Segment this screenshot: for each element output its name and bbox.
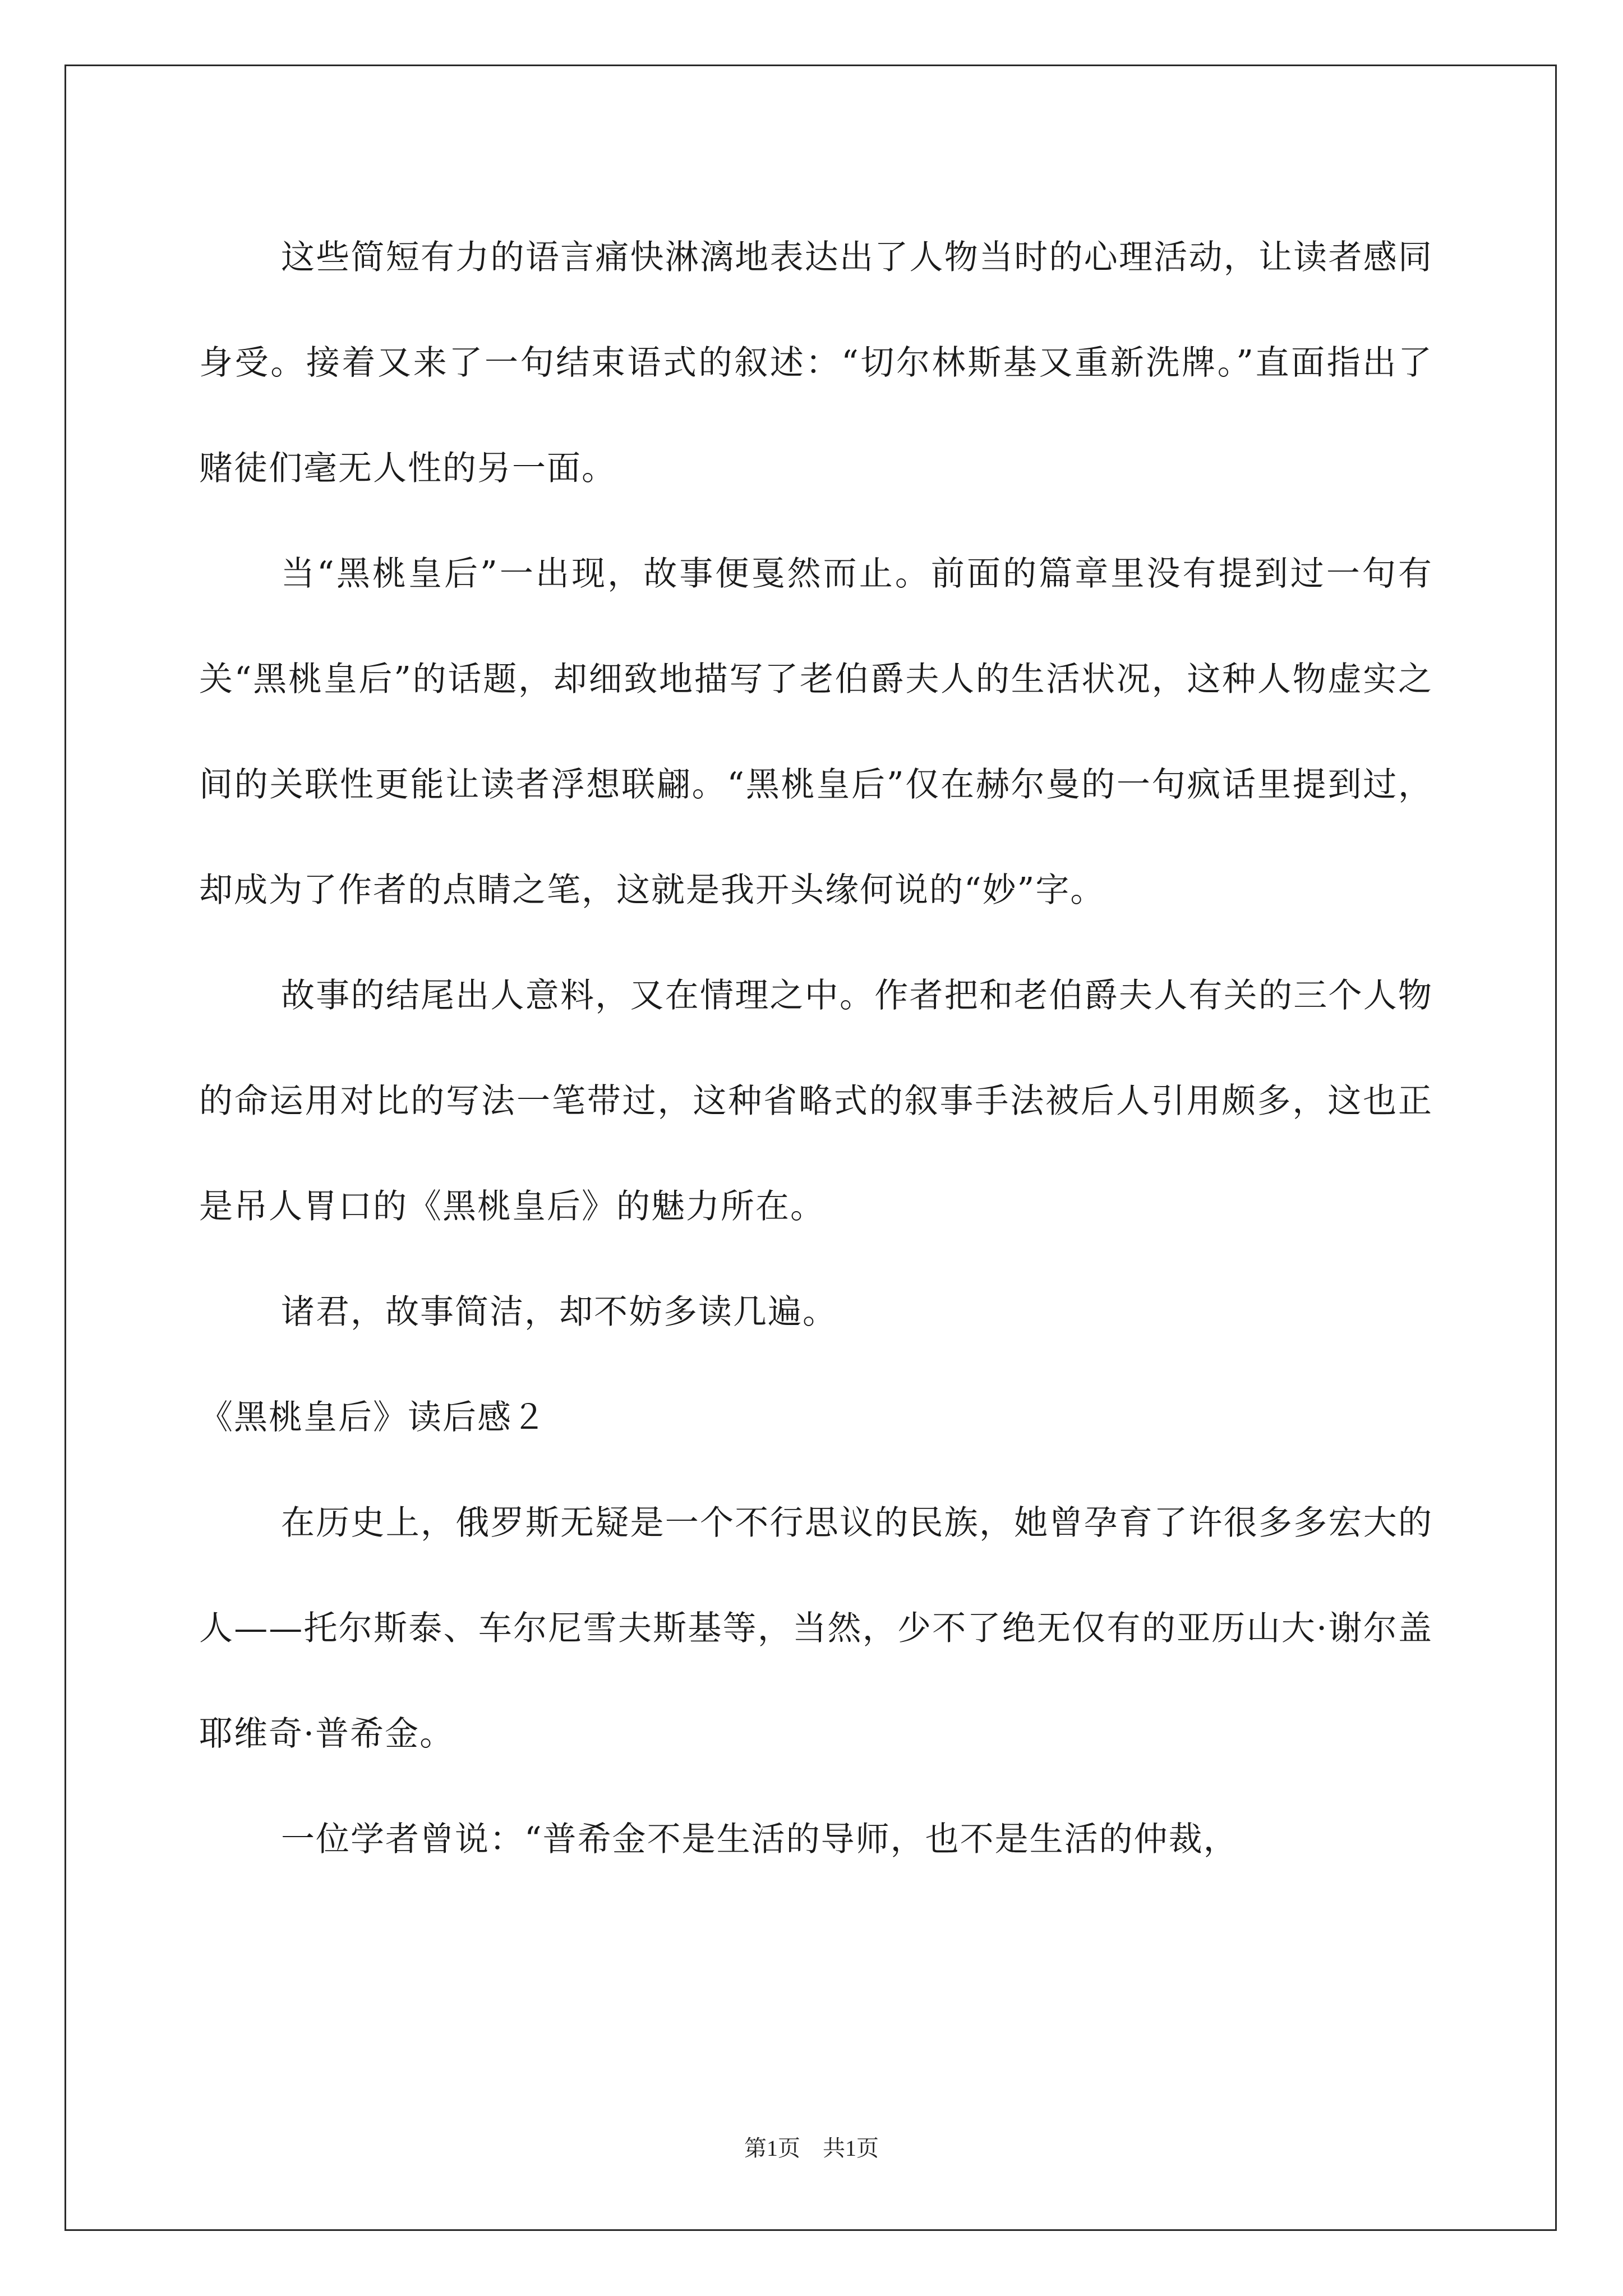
section-heading: 《黑桃皇后》读后感２	[199, 1398, 547, 1437]
paragraph-queen-of-spades: 当“黑桃皇后”一出现，故事便戛然而止。前面的篇章里没有提到过一句有关“黑桃皇后”的话题，却细致地描写了老伯爵夫人的生活状况，这种人物虚实之间的关联性更能让读者浮想联翩。“黑桃皇后”仅在赫尔曼的一句疯话里提到过，却成为了作者的点睛之笔，这就是我开头缘何说的“妙”字。	[199, 554, 1433, 910]
page-footer	[0, 2134, 1623, 2162]
document-body	[199, 205, 1433, 1892]
paragraph-psychology: 这些简短有力的语言痛快淋漓地表达出了人物当时的心理活动，让读者感同身受。接着又来了一句结束语式的叙述：“切尔林斯基又重新洗牌。”直面指出了赌徒们毫无人性的另一面。	[199, 238, 1433, 488]
paragraph-russia: 在历史上，俄罗斯无疑是一个不行思议的民族，她曾孕育了许很多多宏大的人——托尔斯泰、车尔尼雪夫斯基等，当然，少不了绝无仅有的亚历山大·谢尔盖耶维奇·普希金。	[199, 1503, 1433, 1754]
page-total: 共1页	[823, 2136, 879, 2161]
paragraph-closing: 诸君，故事简洁，却不妨多读几遍。	[281, 1292, 837, 1332]
paragraph-scholar-quote: 一位学者曾说：“普希金不是生活的导师，也不是生活的仲裁，	[281, 1820, 1238, 1859]
paragraph-ending: 故事的结尾出人意料，又在情理之中。作者把和老伯爵夫人有关的三个人物的命运用对比的写法一笔带过，这种省略式的叙事手法被后人引用颇多，这也正是吊人胃口的《黑桃皇后》的魅力所在。	[199, 976, 1433, 1226]
page-number: 第1页	[744, 2136, 800, 2161]
